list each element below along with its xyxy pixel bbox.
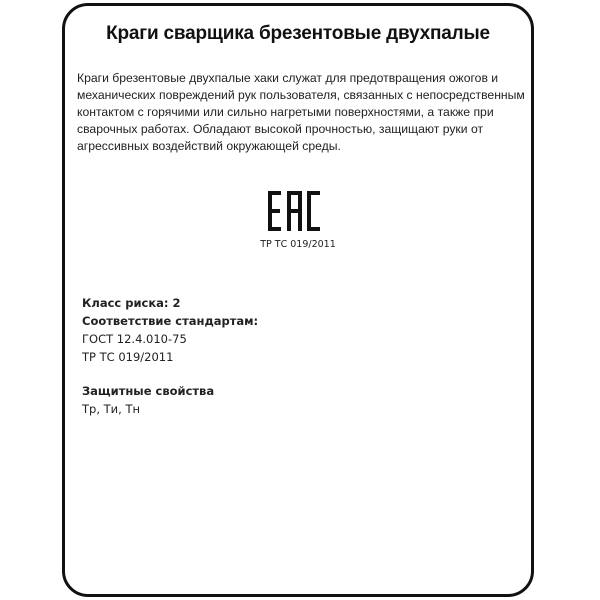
product-description: Краги брезентовые двухпалые хаки служат для предотвращения ожогов и механических повреждений рук пользователя, связанных с непосредственным контактом с горячими или сильно нагретыми поверхностями, а также при сварочных работах. Обладают высокой прочностью, защищают руки от агрессивных воздействий окружающей среды. bbox=[77, 71, 525, 153]
standard-item: ГОСТ 12.4.010-75 bbox=[82, 332, 187, 346]
eac-mark-icon bbox=[268, 191, 320, 231]
eac-caption: ТР ТС 019/2011 bbox=[260, 239, 336, 250]
specs-block bbox=[82, 294, 258, 418]
standards-heading: Соответствие стандартам: bbox=[82, 314, 259, 328]
protective-values: Тр, Ти, Тн bbox=[82, 402, 140, 416]
product-card bbox=[62, 3, 534, 597]
product-title: Краги сварщика брезентовые двухпалые bbox=[106, 23, 490, 44]
risk-class: Класс риска: 2 bbox=[82, 296, 181, 310]
protective-heading: Защитные свойства bbox=[82, 384, 215, 398]
standard-item: ТР ТС 019/2011 bbox=[82, 350, 174, 364]
